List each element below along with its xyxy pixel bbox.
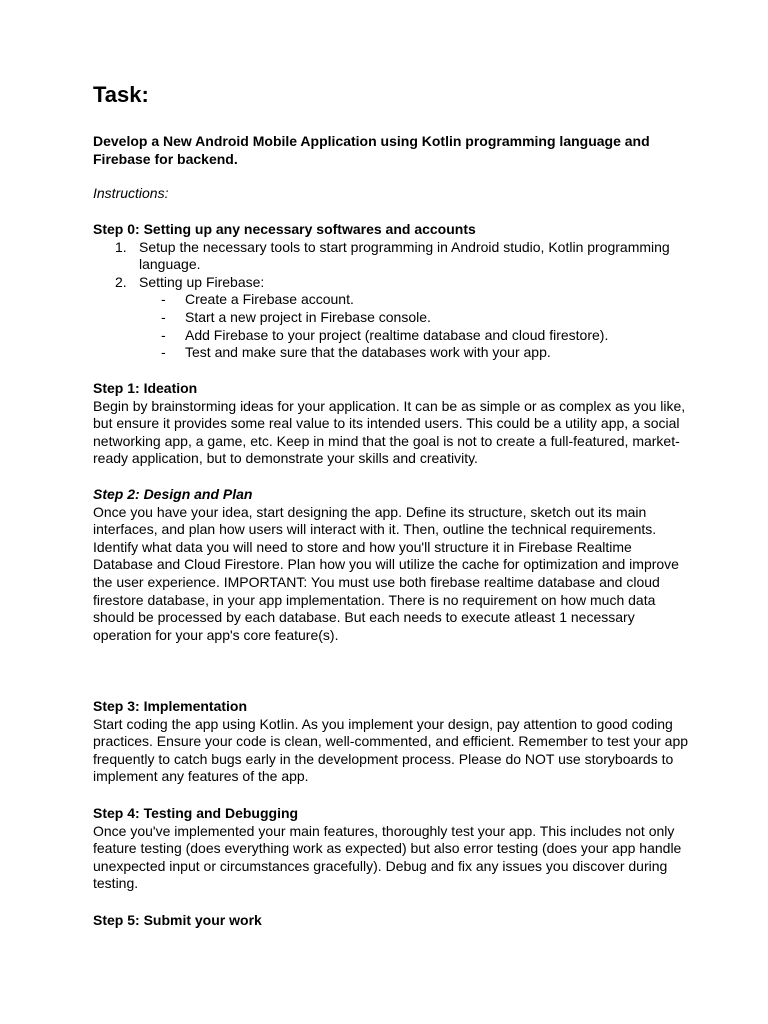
sub-list-item-text: Create a Firebase account. bbox=[185, 291, 354, 308]
dash-bullet: - bbox=[161, 344, 166, 361]
step-5-heading: Step 5: Submit your work bbox=[93, 912, 262, 928]
sub-list-item-text: Start a new project in Firebase console. bbox=[185, 308, 431, 325]
sub-list-item bbox=[93, 327, 693, 345]
instructions-label: Instructions: bbox=[93, 185, 169, 201]
step-0-heading: Step 0: Setting up any necessary softwares and accounts bbox=[93, 221, 476, 237]
step-3-heading: Step 3: Implementation bbox=[93, 698, 248, 714]
sub-list-item bbox=[93, 309, 693, 327]
list-item bbox=[93, 239, 693, 274]
list-item-text: Setting up Firebase: bbox=[139, 273, 265, 290]
list-number: 1. bbox=[115, 238, 127, 255]
list-number: 2. bbox=[115, 273, 127, 290]
step-0-list bbox=[93, 239, 693, 292]
sub-list-item bbox=[93, 291, 693, 309]
step-4-section bbox=[93, 805, 693, 893]
sub-list-item-text: Test and make sure that the databases work with your app. bbox=[185, 344, 551, 361]
sub-list-item-text: Add Firebase to your project (realtime database and cloud firestore). bbox=[185, 326, 609, 343]
task-description: Develop a New Android Mobile Application using Kotlin programming language and Firebase for backend. bbox=[93, 133, 650, 167]
firebase-setup-list bbox=[93, 291, 693, 361]
dash-bullet: - bbox=[161, 291, 166, 308]
step-4-heading: Step 4: Testing and Debugging bbox=[93, 805, 299, 821]
step-4-text: Once you've implemented your main features, thoroughly test your app. This includes not only feature testing (does everything work as expected) but also error testing (does your app handle unexpected input or circumstances gracefully). Debug and fix any issues you discover during testing. bbox=[93, 822, 682, 892]
step-2-section bbox=[93, 486, 693, 644]
dash-bullet: - bbox=[161, 326, 166, 343]
step-3-text: Start coding the app using Kotlin. As you implement your design, pay attention to good coding practices. Ensure your code is clean, well-commented, and efficient. Remember to test your app frequently to catch bugs early in the development process. Please do NOT use storyboards to implement any features of the app. bbox=[93, 715, 689, 785]
page-title: Task: bbox=[93, 82, 149, 107]
step-1-heading: Step 1: Ideation bbox=[93, 380, 198, 396]
step-1-section bbox=[93, 380, 693, 468]
list-item bbox=[93, 274, 693, 292]
step-3-section bbox=[93, 698, 693, 786]
sub-list-item bbox=[93, 344, 693, 362]
step-2-text: Once you have your idea, start designing the app. Define its structure, sketch out its main interfaces, and plan how users will interact with it. Then, outline the technical requirements. Identify what data you will need to store and how you'll structure it in Firebase Realtime Database and Cloud Firestore. Plan how you will utilize the cache for optimization and improve the user experience. IMPORTANT: You must use both firebase realtime database and cloud firestore database, in your app implementation. There is no requirement on how much data should be processed by each database. But each needs to execute atleast 1 necessary operation for your app's core feature(s). bbox=[93, 503, 679, 643]
dash-bullet: - bbox=[161, 308, 166, 325]
step-2-heading: Step 2: Design and Plan bbox=[93, 486, 253, 502]
step-1-text: Begin by brainstorming ideas for your application. It can be as simple or as complex as you like, but ensure it provides some real value to its intended users. This could be a utility app, a social networking app, a game, etc. Keep in mind that the goal is not to create a full-featured, market-ready application, but to demonstrate your skills and creativity. bbox=[93, 397, 686, 467]
step-5-section bbox=[93, 912, 693, 930]
list-item-text: Setup the necessary tools to start programming in Android studio, Kotlin programming language. bbox=[139, 238, 670, 273]
step-0-section bbox=[93, 221, 693, 362]
